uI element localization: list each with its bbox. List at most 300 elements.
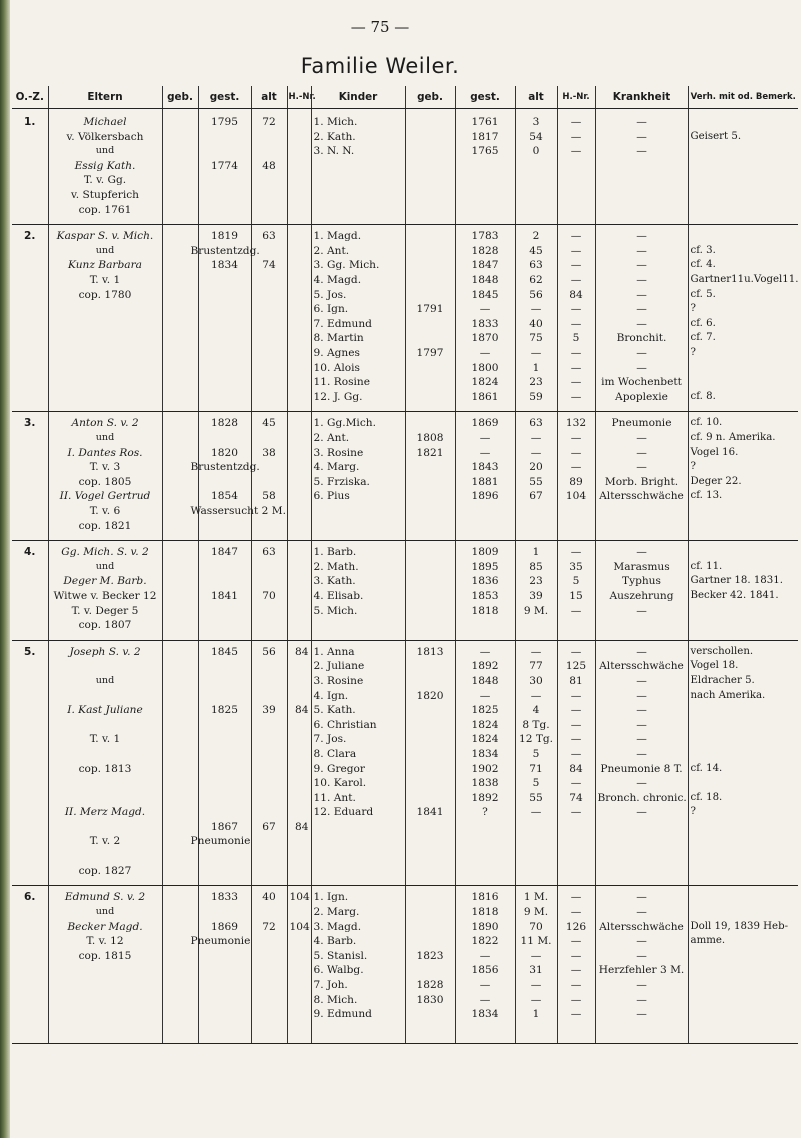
child-name: 4. Marg.	[313, 461, 360, 474]
parents-cell	[48, 541, 162, 641]
child-birth-year	[408, 747, 453, 762]
parent-age: 38	[262, 446, 276, 459]
parent-detail: T. v. 12	[86, 935, 124, 948]
remark: Geisert 5.	[690, 130, 742, 142]
parent-detail: und	[95, 244, 115, 256]
child-name: 1. Mich.	[313, 116, 358, 128]
parents-cell	[48, 886, 162, 1044]
parent-death-year: 1825	[211, 704, 238, 717]
child-birth-year	[408, 229, 453, 244]
remark: cf. 6.	[690, 317, 716, 329]
illness: Bronch. chronic.	[597, 791, 687, 804]
illness: Bronchit.	[616, 332, 667, 345]
remark: cf. 11.	[690, 560, 723, 572]
child-age: 0	[532, 145, 540, 158]
child-house-number: 126	[565, 920, 587, 933]
child-death-year: 1818	[471, 604, 499, 617]
remark: Gartner 18. 1831.	[690, 575, 783, 587]
parent-cause-of-death	[201, 144, 249, 159]
illness: —	[636, 935, 647, 948]
child-house-number: —	[570, 130, 582, 143]
parent-age: 70	[262, 589, 276, 602]
child-death-cell	[455, 640, 515, 886]
parent-cause-of-death	[201, 574, 249, 589]
parent-house-number-cell	[287, 412, 311, 541]
parent-age: 45	[262, 417, 276, 430]
family-number	[12, 886, 48, 1044]
book-spine-edge	[0, 0, 10, 1138]
child-birth-year	[408, 460, 453, 475]
child-birth-year: 1791	[416, 303, 444, 316]
child-name: 10. Alois	[313, 361, 360, 374]
parent-age	[254, 718, 285, 733]
child-age: 75	[529, 332, 543, 345]
child-age: 23	[529, 376, 543, 389]
parent-age	[254, 130, 285, 145]
parent-detail: cop. 1805	[78, 475, 132, 488]
parent-cause-of-death	[201, 791, 249, 806]
child-age: 77	[529, 660, 543, 673]
child-name: 3. Kath.	[313, 575, 356, 588]
parent-death-year: 1833	[211, 891, 238, 904]
parent-cause-of-death: Wassersucht 2 M.	[190, 504, 286, 517]
parent-death-year: 1795	[211, 116, 238, 128]
family-number	[12, 412, 48, 541]
child-death-year: —	[479, 446, 491, 459]
child-birth-year	[408, 718, 453, 733]
illness-cell	[595, 886, 688, 1044]
child-name: 5. Frziska.	[313, 475, 370, 488]
child-birth-year	[408, 375, 453, 390]
page-title: Familie Weiler.	[300, 54, 460, 78]
child-age: —	[530, 993, 542, 1006]
remark	[691, 718, 797, 733]
remark: cf. 5.	[690, 288, 716, 300]
header-bemerkung: Verh. mit od. Bemerk.	[688, 86, 798, 109]
parent-detail	[51, 776, 160, 791]
child-house-number: —	[570, 259, 582, 272]
remark: Eldracher 5.	[690, 674, 755, 686]
illness: —	[636, 949, 647, 962]
parent-death-cell	[190, 225, 260, 412]
parent-age: 48	[262, 159, 276, 172]
remark: cf. 18.	[690, 791, 723, 803]
child-name: 2. Marg.	[313, 905, 360, 918]
parent-house-number-cell	[287, 886, 311, 1044]
parent-house-number: 104	[289, 891, 310, 904]
child-death-year: 1881	[471, 475, 499, 488]
illness: —	[636, 346, 647, 359]
child-house-number: —	[570, 949, 582, 962]
child-age: 12 Tg.	[518, 733, 554, 746]
parent-cause-of-death	[201, 732, 249, 747]
child-age: —	[530, 431, 542, 444]
parent-age-cell	[251, 109, 287, 225]
child-death-year: —	[479, 689, 491, 702]
parent-age: 74	[262, 259, 276, 272]
remark: cf. 8.	[690, 390, 716, 402]
parent-age	[254, 144, 285, 159]
parent-birth-cell	[162, 109, 198, 225]
child-name: 3. Rosine	[313, 674, 364, 687]
child-age: 2	[532, 230, 540, 243]
child-age: 30	[529, 674, 543, 687]
illness-cell	[595, 412, 688, 541]
parent-detail	[51, 659, 160, 674]
child-death-year: 1892	[471, 791, 499, 804]
illness: —	[636, 674, 647, 687]
child-age: 31	[529, 964, 543, 977]
parent-birth-cell	[162, 886, 198, 1044]
remark: verschollen.	[690, 645, 754, 657]
parent-name: Anton S. v. 2	[71, 417, 139, 430]
family-number-label: 1.	[24, 116, 36, 128]
child-birth-year	[408, 416, 453, 431]
parent-name: Edmund S. v. 2	[64, 891, 146, 904]
remark	[691, 1007, 797, 1022]
child-birth-cell	[405, 886, 455, 1044]
parent-detail: cop. 1807	[78, 619, 132, 632]
parent-cause-of-death: Brustentzdg.	[190, 244, 260, 257]
child-age: 23	[529, 575, 543, 588]
child-house-number-cell	[557, 109, 595, 225]
parent-name: I. Dantes Ros.	[67, 446, 143, 459]
child-name: 4. Ign.	[313, 689, 349, 702]
child-birth-year	[408, 288, 453, 303]
child-name: 1. Gg.Mich.	[313, 417, 376, 430]
remark	[691, 747, 797, 762]
child-age: 1	[532, 1008, 540, 1021]
remark: Vogel 16.	[690, 446, 739, 458]
parent-age: 56	[262, 645, 276, 658]
child-house-number: —	[570, 747, 582, 760]
parent-age	[254, 762, 285, 777]
child-house-number: —	[570, 604, 582, 617]
parent-detail: T. v. Gg.	[83, 174, 127, 187]
parent-detail: cop. 1821	[78, 519, 132, 532]
parent-cause-of-death	[201, 130, 249, 145]
family-row	[12, 886, 798, 1044]
illness: —	[636, 116, 647, 128]
child-name: 9. Agnes	[313, 346, 360, 359]
child-death-year: —	[479, 949, 491, 962]
child-house-number: —	[570, 461, 582, 474]
child-death-year: 1890	[471, 920, 499, 933]
remark	[691, 144, 797, 159]
child-death-cell	[455, 886, 515, 1044]
remark	[691, 703, 797, 718]
illness: —	[636, 230, 647, 243]
child-death-year: 1895	[471, 560, 499, 573]
parent-house-number	[290, 659, 309, 674]
child-birth-year	[408, 963, 453, 978]
illness: —	[636, 288, 647, 301]
child-name: 1. Ign.	[313, 891, 349, 904]
illness-cell	[595, 541, 688, 641]
child-house-number: —	[570, 1008, 582, 1021]
parent-detail	[51, 689, 160, 704]
child-age-cell	[515, 886, 557, 1044]
parent-detail	[51, 747, 160, 762]
parent-house-number: 84	[295, 820, 309, 833]
child-house-number: 132	[565, 417, 587, 430]
remark: cf. 4.	[690, 259, 716, 271]
parents-cell	[48, 412, 162, 541]
child-name: 12. Eduard	[313, 806, 374, 819]
child-birth-year	[408, 317, 453, 332]
child-age-cell	[515, 109, 557, 225]
parent-death-year: 1834	[211, 259, 238, 272]
child-name: 8. Mich.	[313, 993, 358, 1006]
child-age: —	[530, 806, 542, 819]
parent-cause-of-death: Pneumonie	[190, 835, 251, 848]
child-age: 63	[529, 259, 543, 272]
family-number	[12, 109, 48, 225]
parent-detail	[51, 820, 160, 835]
parent-cause-of-death	[201, 805, 249, 820]
child-age: 67	[529, 490, 543, 503]
child-house-number: —	[570, 891, 582, 904]
remark	[691, 375, 797, 390]
child-age: 63	[529, 417, 543, 430]
child-name: 12. J. Gg.	[313, 390, 363, 403]
child-name: 1. Anna	[313, 645, 355, 658]
remarks-cell	[688, 886, 798, 1044]
child-birth-year	[408, 244, 453, 259]
illness: —	[636, 461, 647, 474]
child-birth-year	[408, 589, 453, 604]
family-row	[12, 412, 798, 541]
family-number	[12, 225, 48, 412]
remark: Gartner11u.Vogel11.	[690, 273, 799, 285]
child-house-number: —	[570, 303, 582, 316]
family-row	[12, 225, 798, 412]
child-name: 8. Clara	[313, 747, 357, 760]
child-age: —	[530, 949, 542, 962]
parent-detail: T. v. 1	[89, 273, 121, 286]
parent-cause-of-death	[201, 762, 249, 777]
child-age: 1	[532, 546, 540, 559]
child-birth-year	[408, 920, 453, 935]
parent-house-number	[290, 718, 309, 733]
children-cell	[311, 640, 405, 886]
parent-house-number	[290, 674, 309, 689]
child-house-number: 84	[569, 762, 583, 775]
child-name: 11. Rosine	[313, 376, 370, 389]
child-age: 70	[529, 920, 543, 933]
parent-age: 40	[262, 891, 276, 904]
parent-detail: Witwe v. Becker 12	[53, 589, 157, 602]
child-age: 5	[532, 777, 540, 790]
child-birth-year: 1821	[416, 446, 444, 459]
child-house-number: —	[570, 317, 582, 330]
illness: —	[636, 1008, 647, 1021]
child-age: 55	[529, 791, 543, 804]
parent-age	[254, 905, 285, 920]
header-child-hnr: H.-Nr.	[557, 86, 595, 109]
parent-detail: T. v. Deger 5	[71, 604, 139, 617]
child-death-cell	[455, 412, 515, 541]
child-name: 1. Barb.	[313, 546, 357, 559]
parent-cause-of-death	[201, 431, 249, 446]
illness: Apoplexie	[615, 390, 668, 403]
parent-age	[254, 791, 285, 806]
child-birth-year	[408, 130, 453, 145]
illness: —	[636, 718, 647, 731]
parent-death-year: 1854	[211, 490, 238, 503]
parent-detail: T. v. 2	[89, 835, 121, 848]
parent-detail: cop. 1780	[78, 288, 132, 301]
child-name: 5. Mich.	[313, 604, 358, 617]
illness: Marasmus	[613, 560, 670, 573]
remark	[691, 115, 797, 130]
child-name: 1. Magd.	[313, 230, 362, 243]
family-number	[12, 541, 48, 641]
illness: —	[636, 689, 647, 702]
parent-name: I. Kast Juliane	[67, 704, 143, 717]
illness: —	[636, 259, 647, 272]
parent-cause-of-death: Brustentzdg.	[190, 461, 260, 474]
child-house-number: —	[570, 273, 582, 286]
parent-house-number	[290, 762, 309, 777]
child-birth-year	[408, 560, 453, 575]
child-house-number: —	[570, 546, 582, 559]
illness: —	[636, 273, 647, 286]
child-age: —	[530, 645, 542, 658]
parent-name: Essig Kath.	[74, 159, 136, 172]
child-birth-year: 1830	[416, 993, 444, 1006]
illness: —	[636, 905, 647, 918]
child-age: 3	[532, 116, 540, 128]
parent-house-number	[290, 791, 309, 806]
child-birth-year: 1828	[416, 978, 444, 991]
illness: —	[636, 806, 647, 819]
remark	[691, 545, 797, 560]
child-house-number: 81	[569, 674, 583, 687]
child-death-year: 1861	[471, 390, 499, 403]
child-house-number: —	[570, 718, 582, 731]
header-child-geb: geb.	[405, 86, 455, 109]
header-parent-alt: alt	[251, 86, 287, 109]
remarks-cell	[688, 412, 798, 541]
parents-cell	[48, 225, 162, 412]
parent-detail: v. Völkersbach	[66, 130, 144, 143]
child-name: 4. Barb.	[313, 935, 357, 948]
child-name: 2. Kath.	[313, 130, 356, 143]
parent-detail	[51, 849, 160, 864]
child-death-year: —	[479, 645, 491, 658]
child-birth-year	[408, 475, 453, 490]
remark	[691, 963, 797, 978]
child-death-year: 1818	[471, 905, 499, 918]
family-number-label: 4.	[24, 546, 36, 559]
parent-house-number	[290, 776, 309, 791]
child-birth-year	[408, 115, 453, 130]
child-death-year: 1870	[471, 332, 499, 345]
illness: —	[636, 244, 647, 257]
child-death-year: 1822	[471, 935, 499, 948]
child-birth-year	[408, 791, 453, 806]
remark: Vogel 18.	[690, 660, 739, 672]
child-birth-year	[408, 703, 453, 718]
parent-age	[254, 475, 285, 490]
child-age: —	[530, 346, 542, 359]
child-death-year: 1828	[471, 244, 499, 257]
child-birth-cell	[405, 640, 455, 886]
illness: —	[636, 546, 647, 559]
parent-detail	[51, 718, 160, 733]
child-birth-year	[408, 776, 453, 791]
parent-house-number: 84	[295, 645, 309, 658]
child-name: 3. N. N.	[313, 145, 355, 158]
remark: ?	[690, 461, 696, 473]
header-child-gest: gest.	[455, 86, 515, 109]
header-parent-geb: geb.	[162, 86, 198, 109]
remark	[691, 890, 797, 905]
child-age: 9 M.	[523, 905, 549, 918]
parent-age-cell	[251, 541, 287, 641]
child-name: 2. Juliane	[313, 660, 365, 673]
child-death-year: 1824	[471, 718, 499, 731]
child-death-year: 1825	[471, 704, 499, 717]
child-name: 2. Ant.	[313, 244, 350, 257]
child-death-year: —	[479, 993, 491, 1006]
parent-cause-of-death	[201, 560, 249, 575]
parent-name: II. Vogel Gertrud	[59, 490, 151, 503]
child-death-cell	[455, 225, 515, 412]
child-death-cell	[455, 109, 515, 225]
child-house-number: —	[570, 446, 582, 459]
parent-death-year: 1819	[211, 230, 238, 243]
parent-age	[254, 574, 285, 589]
parent-age	[254, 747, 285, 762]
header-oz: O.-Z.	[12, 86, 48, 109]
child-birth-year	[408, 659, 453, 674]
parent-age	[254, 659, 285, 674]
parent-death-year: 1847	[211, 546, 238, 559]
child-age-cell	[515, 225, 557, 412]
child-age: —	[530, 303, 542, 316]
remarks-cell	[688, 541, 798, 641]
parent-house-number	[290, 747, 309, 762]
child-death-year: 1834	[471, 747, 499, 760]
illness-cell	[595, 109, 688, 225]
child-birth-year: 1823	[416, 949, 444, 962]
remark: ?	[690, 806, 696, 818]
illness: —	[636, 704, 647, 717]
illness: Altersschwäche	[599, 920, 684, 933]
parent-cause-of-death: Pneumonie	[190, 935, 251, 948]
parent-name: Becker Magd.	[67, 920, 143, 933]
child-house-number: —	[570, 964, 582, 977]
parents-cell	[48, 109, 162, 225]
parent-death-cell	[198, 541, 251, 641]
child-death-year: 1843	[471, 461, 499, 474]
child-house-number: —	[570, 346, 582, 359]
child-birth-year	[408, 732, 453, 747]
child-house-number-cell	[557, 225, 595, 412]
child-name: 7. Joh.	[313, 978, 348, 991]
child-birth-year	[408, 762, 453, 777]
parent-age: 63	[262, 546, 276, 559]
family-number-label: 2.	[24, 230, 36, 243]
child-death-year: 1845	[471, 288, 499, 301]
family-number-label: 3.	[24, 417, 36, 430]
header-krankheit: Krankheit	[595, 86, 688, 109]
remark: ?	[690, 303, 696, 315]
parent-detail: und	[95, 674, 115, 686]
child-name: 9. Edmund	[313, 1008, 372, 1021]
